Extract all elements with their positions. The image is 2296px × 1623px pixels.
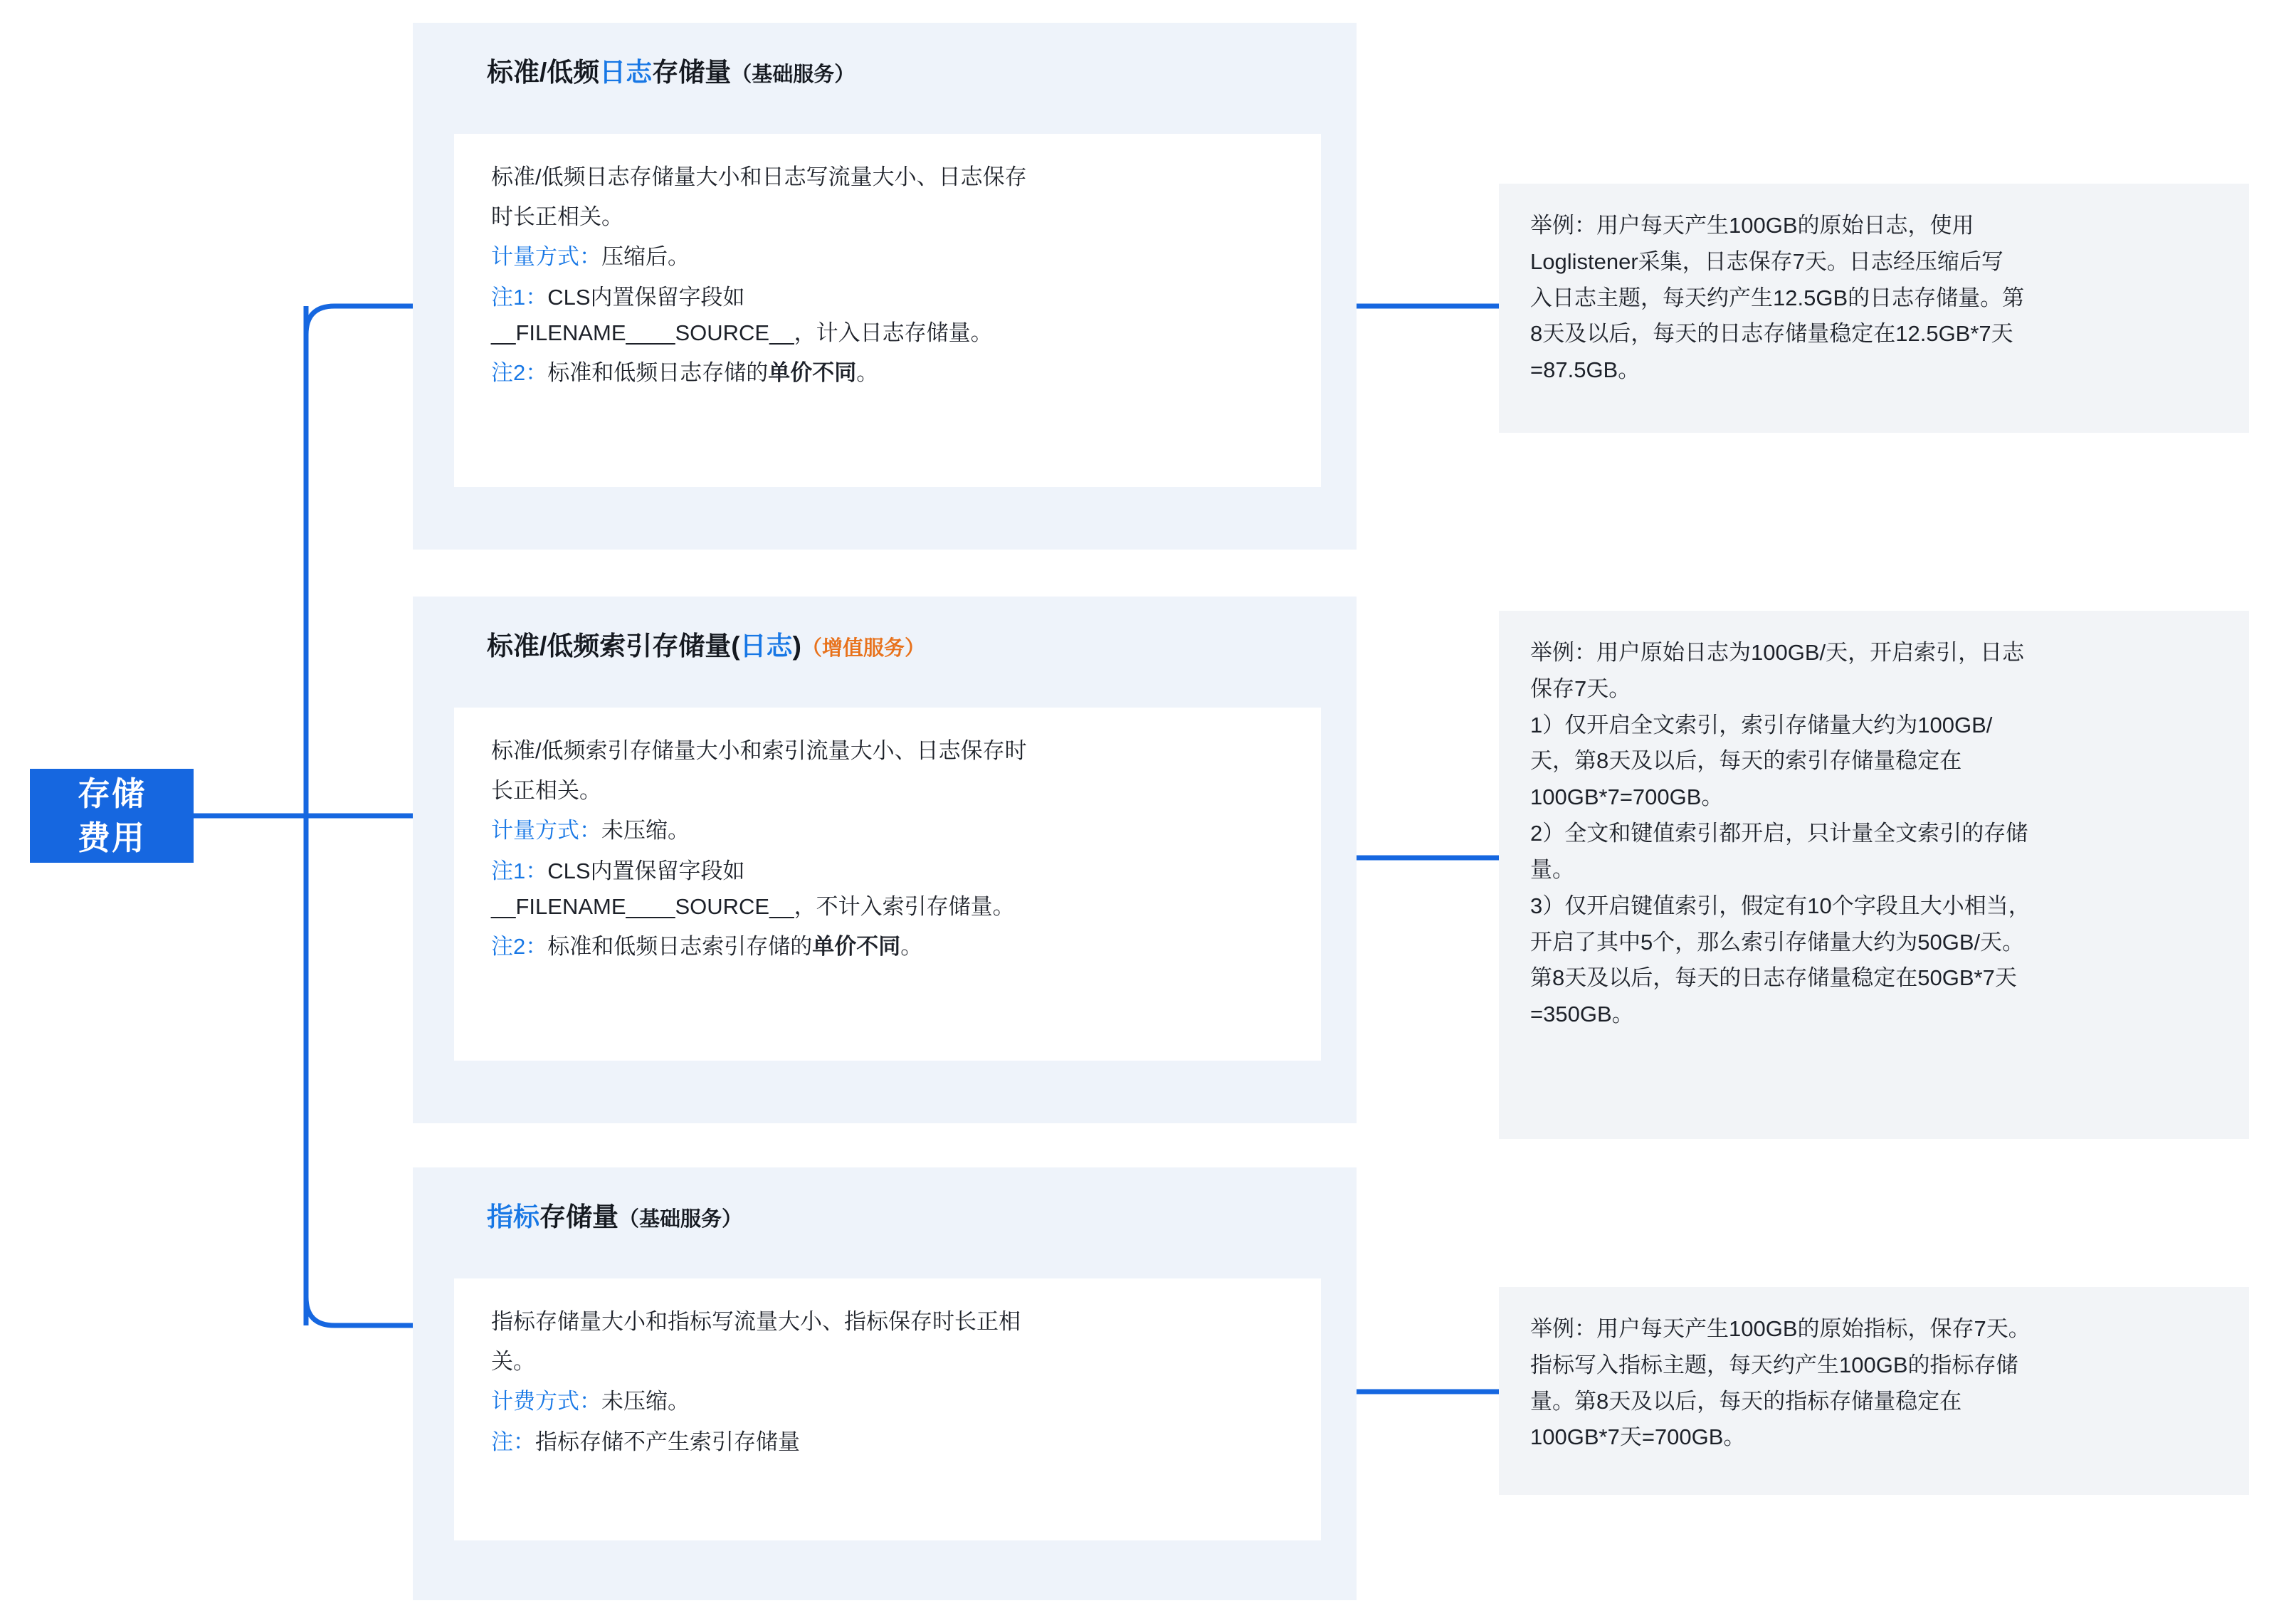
- card-2-row-3-text: __FILENAME____SOURCE__，不计入索引存储量。: [491, 893, 1015, 919]
- branch-title-2-highlight: 日志: [739, 631, 793, 661]
- card-3-row-2: [491, 1424, 1288, 1460]
- branch-title-1-highlight: 日志: [599, 58, 653, 87]
- example-2-line-2: 保存7天。: [1530, 676, 1631, 701]
- card-1-row-4-tail: 。: [856, 360, 879, 386]
- example-2-line-11: =350GB。: [1530, 1002, 1634, 1027]
- branch-title-2-part1: 标准/低频索引存储量(: [487, 631, 740, 661]
- card-2-row-4-bold: 单价不同: [812, 934, 901, 960]
- card-2-line-1: 标准/低频索引存储量大小和索引流量大小、日志保存时: [491, 738, 1027, 763]
- root-node: [30, 769, 194, 863]
- card-3-line-1: 指标存储量大小和指标写流量大小、指标保存时长正相: [491, 1309, 1021, 1334]
- card-2-row-3: [491, 889, 1288, 925]
- branch-title-1-part1: 标准/低频: [487, 58, 600, 87]
- example-2-line-9: 开启了其中5个，那么索引存储量大约为50GB/天。: [1530, 929, 2025, 955]
- card-2-row-4: [491, 929, 1288, 965]
- card-2-row-2-text: CLS内置保留字段如: [547, 858, 745, 883]
- card-1-row-4-text: 标准和低频日志存储的: [547, 360, 769, 386]
- branch-title-3-note: （基础服务）: [618, 1208, 743, 1231]
- branch-title-2-tag: （增值服务）: [801, 637, 925, 660]
- card-1-row-3-text: __FILENAME____SOURCE__，计入日志存储量。: [491, 320, 993, 345]
- card-2-row-1-label: 计量方式：: [491, 818, 601, 844]
- branch-title-3-part2: 存储量: [539, 1202, 618, 1231]
- example-2-line-4: 天，第8天及以后，每天的索引存储量稳定在: [1530, 748, 1962, 774]
- card-3-row-1: [491, 1384, 1288, 1419]
- branch-title-2: [413, 597, 1357, 663]
- card-3-line-2: 关。: [491, 1349, 535, 1375]
- branch-card-1: [454, 134, 1321, 487]
- card-1-row-3: [491, 315, 1288, 351]
- card-2-row-4-label: 注2：: [491, 934, 548, 960]
- card-3-row-2-text: 指标存储不产生索引存储量: [535, 1429, 800, 1454]
- card-2-row-1-text: 未压缩。: [601, 818, 690, 844]
- branch-title-1-note: （基础服务）: [731, 63, 855, 86]
- card-1-row-4: [491, 355, 1288, 391]
- card-1-row-1-label: 计量方式：: [491, 244, 601, 270]
- card-3-row-1-label: 计费方式：: [491, 1389, 601, 1414]
- example-1-line-5: =87.5GB。: [1530, 357, 1641, 383]
- example-box-2: [1499, 611, 2249, 1139]
- example-2-line-8: 3）仅开启键值索引，假定有10个字段且大小相当，: [1530, 893, 2031, 918]
- card-1-row-4-label: 注2：: [491, 360, 548, 386]
- card-2-line-2: 长正相关。: [491, 778, 601, 804]
- example-3-line-3: 量。第8天及以后，每天的指标存储量稳定在: [1530, 1388, 1962, 1414]
- example-2-line-6: 2）全文和键值索引都开启，只计量全文索引的存储: [1530, 821, 2028, 846]
- card-2-row-2-label: 注1：: [491, 858, 548, 883]
- example-2-line-1: 举例：用户原始日志为100GB/天，开启索引，日志: [1530, 640, 2025, 665]
- branch-title-1: [413, 23, 1357, 90]
- branch-title-1-part2: 存储量: [652, 58, 732, 87]
- branch-card-3: [454, 1278, 1321, 1540]
- example-3-line-2: 指标写入指标主题，每天约产生100GB的指标存储: [1530, 1352, 2018, 1377]
- example-box-1: [1499, 184, 2249, 433]
- branch-title-3: [413, 1167, 1357, 1234]
- root-node-line1: 存储: [78, 774, 146, 812]
- example-1-line-4: 8天及以后，每天的日志存储量稳定在12.5GB*7天: [1530, 321, 2013, 347]
- card-1-row-2: [491, 280, 1288, 315]
- card-3-row-1-text: 未压缩。: [601, 1389, 690, 1414]
- example-box-3: [1499, 1287, 2249, 1495]
- root-node-line2: 费用: [78, 819, 146, 856]
- card-1-line-1: 标准/低频日志存储量大小和日志写流量大小、日志保存: [491, 164, 1027, 189]
- example-3-line-4: 100GB*7天=700GB。: [1530, 1424, 1746, 1450]
- card-1-row-4-bold: 单价不同: [768, 360, 857, 386]
- card-1-row-1: [491, 239, 1288, 275]
- branch-card-2: [454, 708, 1321, 1061]
- card-1-row-2-text: CLS内置保留字段如: [547, 284, 745, 310]
- example-2-line-10: 第8天及以后，每天的日志存储量稳定在50GB*7天: [1530, 965, 2017, 991]
- card-2-row-1: [491, 813, 1288, 849]
- branch-title-3-highlight: 指标: [487, 1202, 539, 1231]
- example-1-line-1: 举例：用户每天产生100GB的原始日志，使用: [1530, 213, 1974, 238]
- card-3-row-2-label: 注：: [491, 1429, 535, 1454]
- example-2-line-7: 量。: [1530, 856, 1574, 882]
- branch-title-2-part2: ): [792, 631, 801, 661]
- card-1-line-2: 时长正相关。: [491, 204, 623, 230]
- card-1-row-2-label: 注1：: [491, 284, 548, 310]
- example-2-line-3: 1）仅开启全文索引，索引存储量大约为100GB/: [1530, 712, 1993, 737]
- card-2-row-4-tail: 。: [900, 934, 923, 960]
- example-2-line-5: 100GB*7=700GB。: [1530, 784, 1724, 810]
- example-1-line-3: 入日志主题，每天约产生12.5GB的日志存储量。第: [1530, 285, 2025, 310]
- card-1-row-1-text: 压缩后。: [601, 244, 690, 270]
- example-1-line-2: Loglistener采集，日志保存7天。日志经压缩后写: [1530, 248, 2003, 274]
- card-2-row-4-text: 标准和低频日志索引存储的: [547, 934, 813, 960]
- example-3-line-1: 举例：用户每天产生100GB的原始指标，保存7天。: [1530, 1316, 2031, 1341]
- card-2-row-2: [491, 853, 1288, 889]
